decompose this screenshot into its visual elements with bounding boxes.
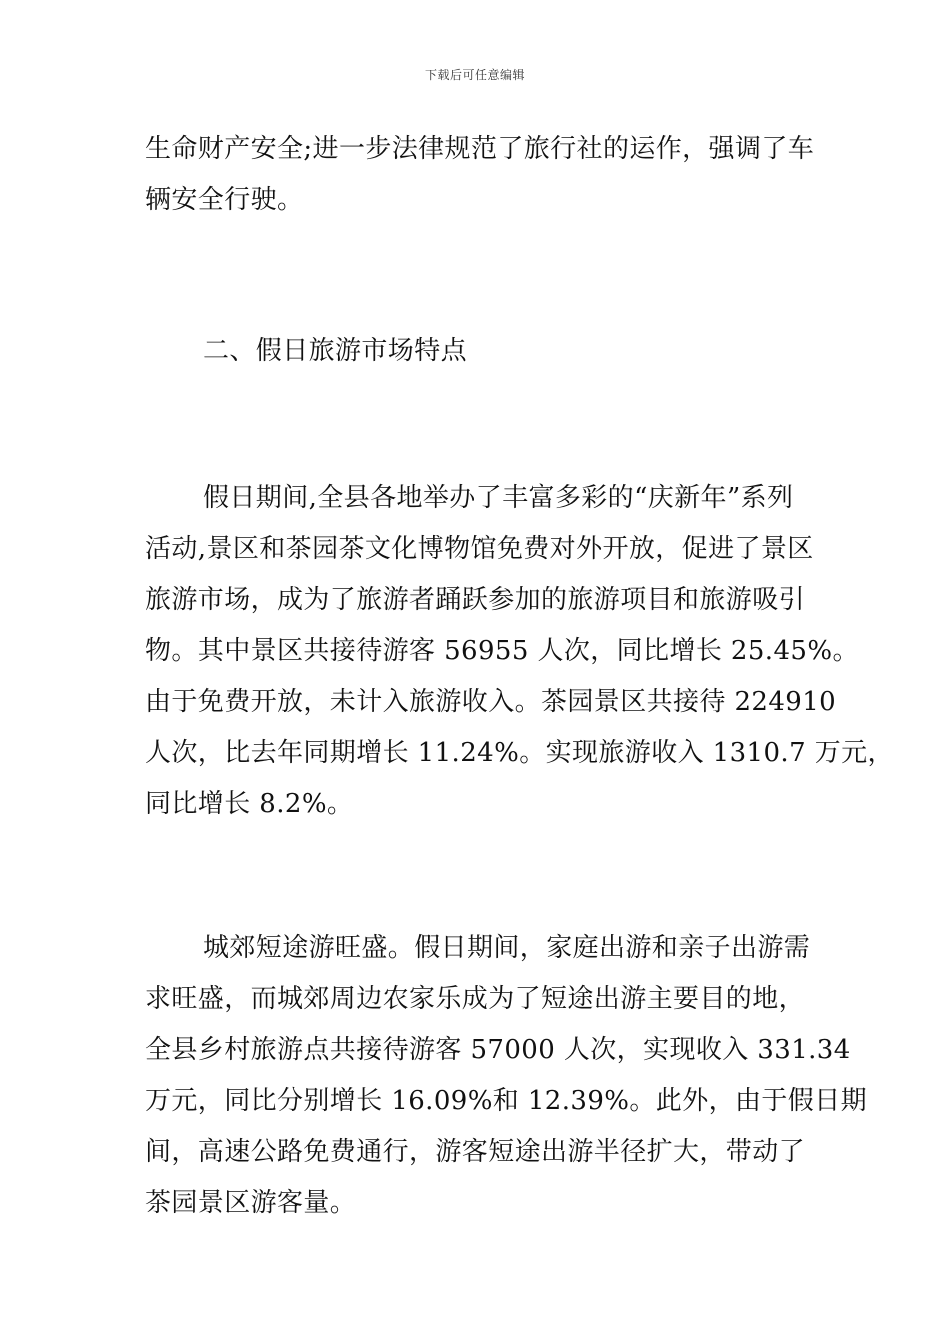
paragraph-2-line-4: 物。其中景区共接待游客 56955 人次，同比增长 25.45%。 xyxy=(145,636,859,666)
section-heading: 二、假日旅游市场特点 xyxy=(203,336,468,366)
paragraph-2-line-7: 同比增长 8.2%。 xyxy=(145,789,354,819)
header-note: 下载后可任意编辑 xyxy=(424,68,525,82)
paragraph-1-line-2: 辆安全行驶。 xyxy=(145,185,304,215)
paragraph-2-line-2: 活动,景区和茶园茶文化博物馆免费对外开放，促进了景区 xyxy=(145,534,814,564)
paragraph-3-line-6: 茶园景区游客量。 xyxy=(145,1188,357,1218)
paragraph-3-line-4: 万元，同比分别增长 16.09%和 12.39%。此外，由于假日期 xyxy=(145,1086,868,1116)
paragraph-3-line-2: 求旺盛，而城郊周边农家乐成为了短途出游主要目的地， xyxy=(145,984,806,1014)
paragraph-2-line-3: 旅游市场，成为了旅游者踊跃参加的旅游项目和旅游吸引 xyxy=(145,585,806,615)
paragraph-2-line-1: 假日期间,全县各地举办了丰富多彩的“庆新年”系列 xyxy=(203,483,794,513)
paragraph-3-line-1: 城郊短途游旺盛。假日期间，家庭出游和亲子出游需 xyxy=(203,933,811,963)
paragraph-3-line-3: 全县乡村旅游点共接待游客 57000 人次，实现收入 331.34 xyxy=(145,1035,851,1065)
paragraph-2-line-5: 由于免费开放，未计入旅游收入。茶园景区共接待 224910 xyxy=(145,687,837,717)
paragraph-3-line-5: 间，高速公路免费通行，游客短途出游半径扩大，带动了 xyxy=(145,1137,806,1167)
paragraph-2-line-6: 人次，比去年同期增长 11.24%。实现旅游收入 1310.7 万元， xyxy=(145,738,894,768)
paragraph-1-line-1: 生命财产安全;进一步法律规范了旅行社的运作，强调了车 xyxy=(145,134,815,164)
